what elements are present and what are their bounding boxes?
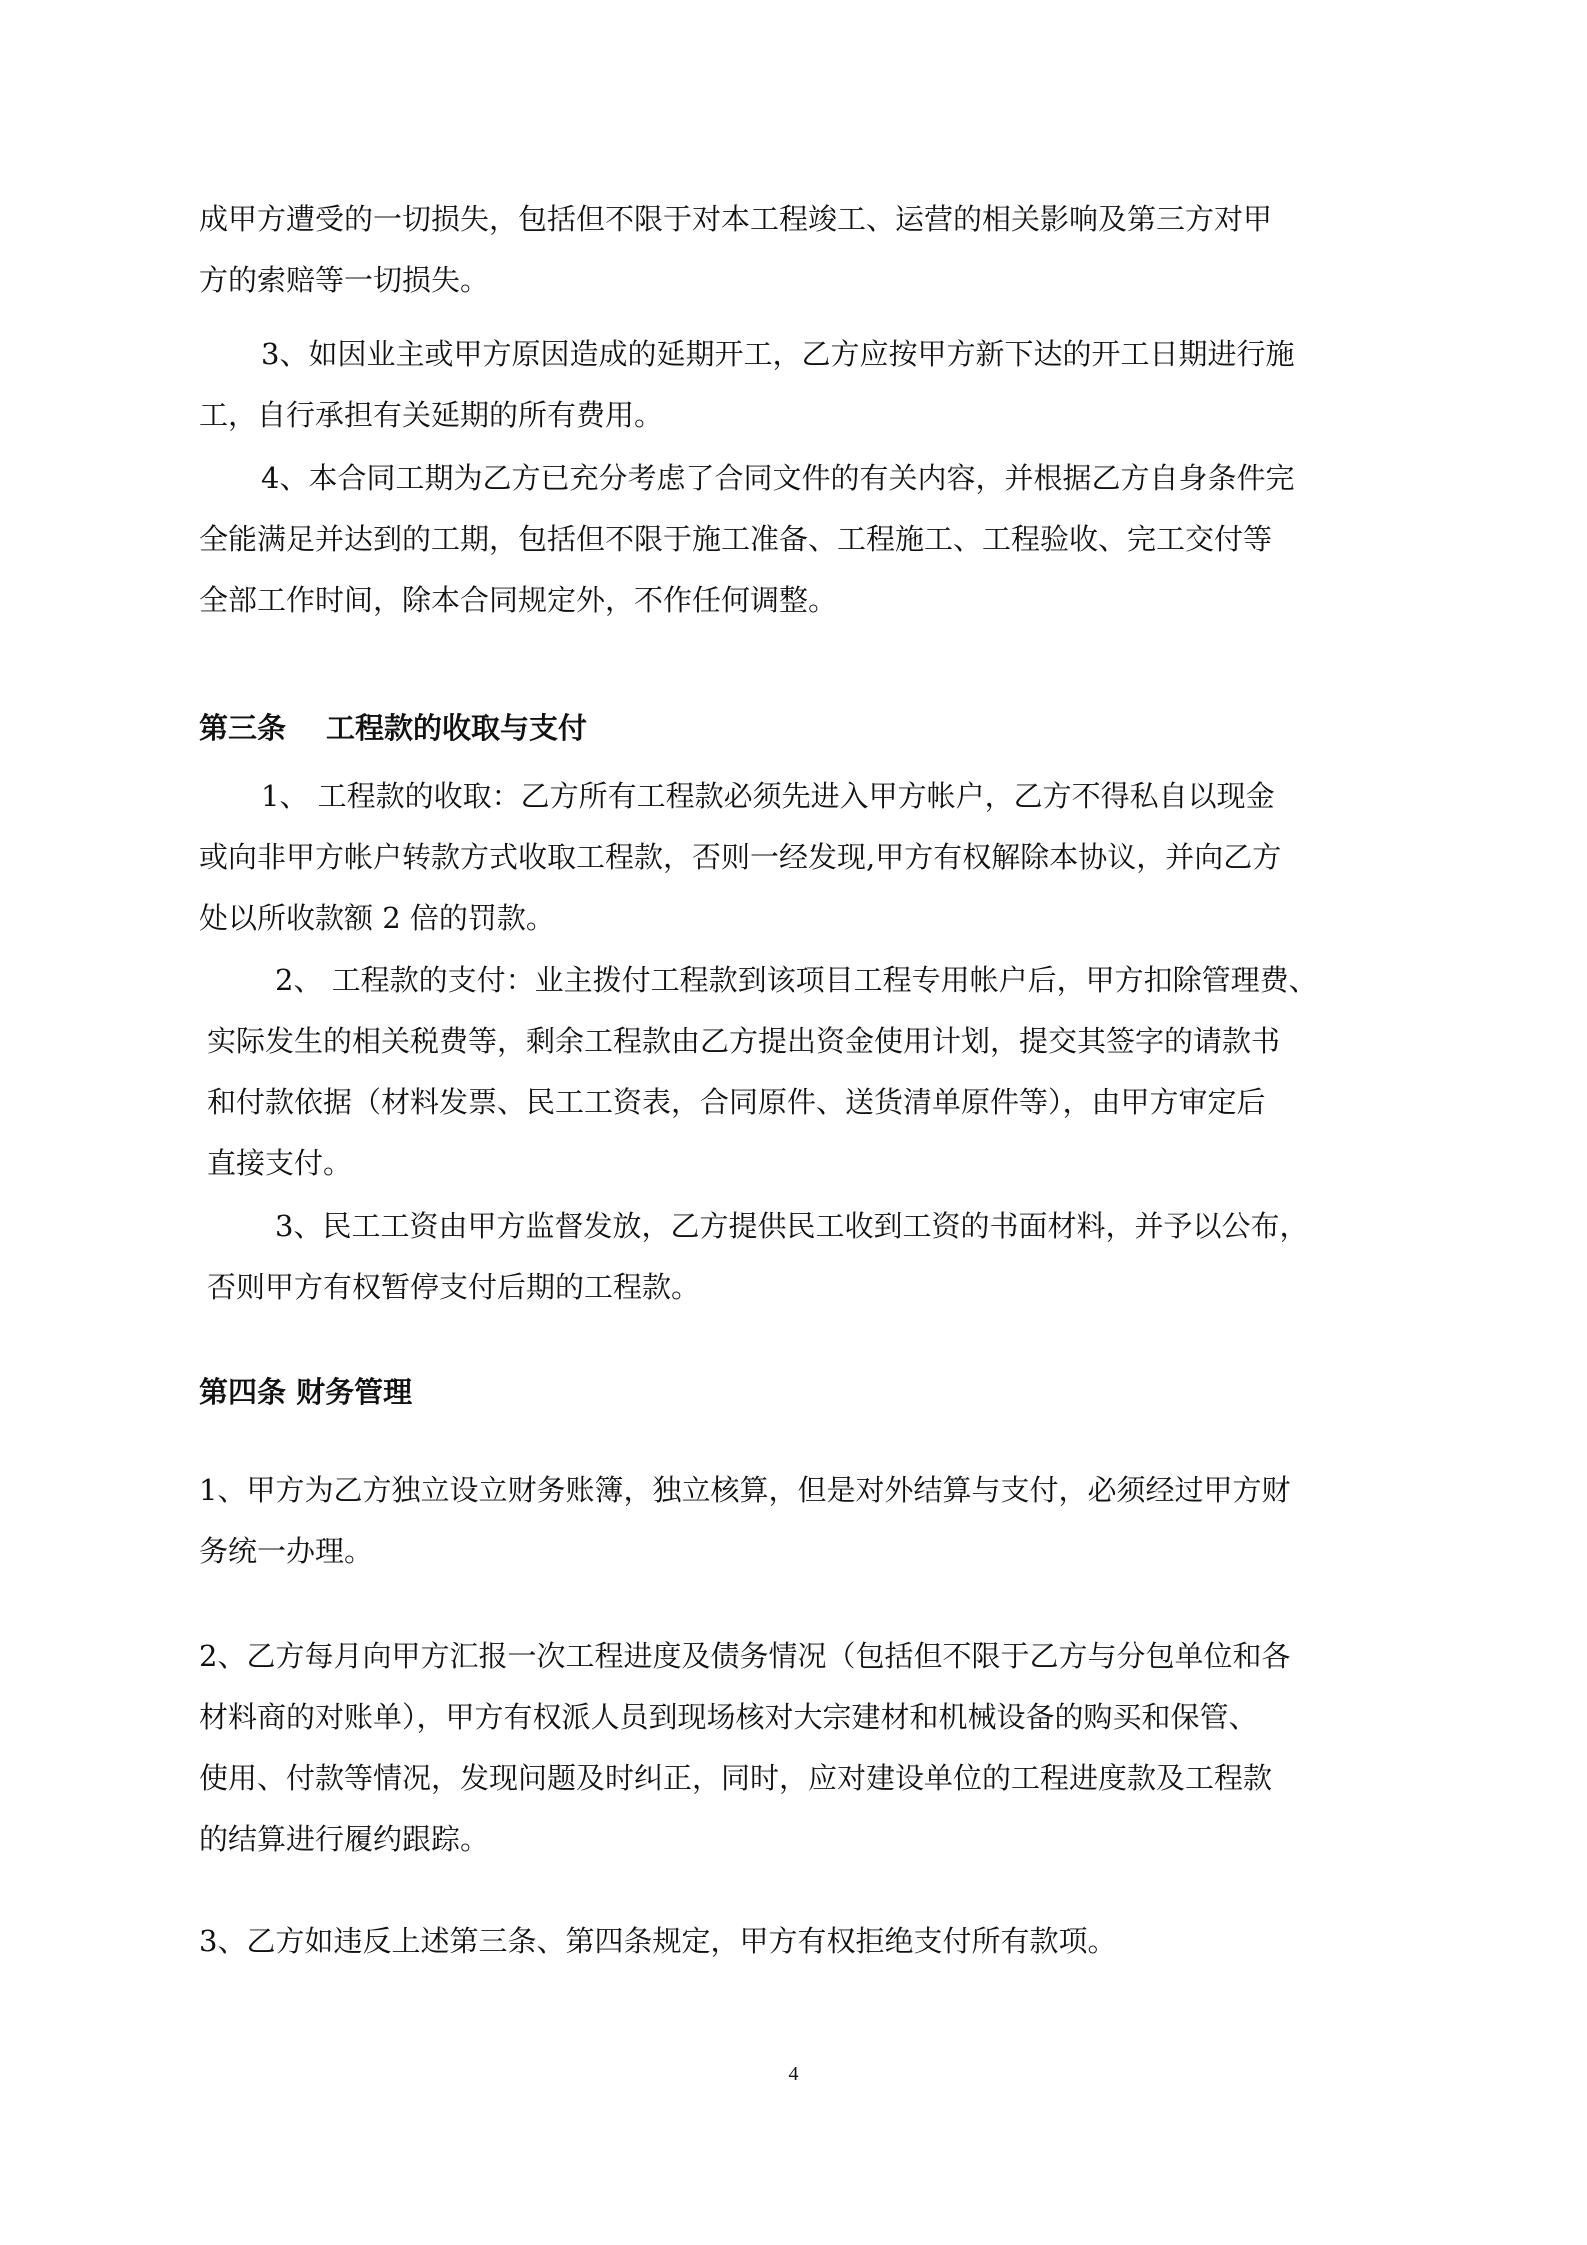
page-number: 4: [788, 2063, 799, 2085]
text-line: 务统一办理。: [199, 1534, 374, 1568]
text-line: 材料商的对账单），甲方有权派人员到现场核对大宗建材和机械设备的购买和保管、: [199, 1700, 1258, 1734]
text-line: 4、本合同工期为乙方已充分考虑了合同文件的有关内容，并根据乙方自身条件完: [261, 461, 1295, 495]
text-line: 3、乙方如违反上述第三条、第四条规定，甲方有权拒绝支付所有款项。: [199, 1924, 1117, 1958]
paragraph-3-3: [207, 1196, 1308, 1318]
text-line: 1、甲方为乙方独立设立财务账簿，独立核算，但是对外结算与支付，必须经过甲方财: [199, 1473, 1291, 1507]
paragraph-4-2: [199, 1626, 1290, 1870]
article-3-heading: [199, 708, 587, 748]
text-line: 和付款依据（材料发票、民工工资表，合同原件、送货清单原件等），由甲方审定后: [207, 1085, 1266, 1119]
article-3-title: 工程款的收取与支付: [326, 711, 588, 745]
article-4-heading: 第四条 财务管理: [199, 1375, 413, 1409]
text-line: 的结算进行履约跟踪。: [199, 1822, 490, 1856]
paragraph-continuation: [199, 189, 1272, 311]
text-line: 直接支付。: [207, 1146, 353, 1180]
text-line: 1、 工程款的收取：乙方所有工程款必须先进入甲方帐户，乙方不得私自以现金: [261, 779, 1275, 813]
paragraph-3-1: [199, 766, 1281, 949]
text-line: 否则甲方有权暂停支付后期的工程款。: [207, 1270, 701, 1304]
text-line: 3、如因业主或甲方原因造成的延期开工，乙方应按甲方新下达的开工日期进行施: [261, 337, 1295, 371]
text-line: 工，自行承担有关延期的所有费用。: [199, 398, 664, 432]
text-line: 全部工作时间，除本合同规定外，不作任何调整。: [199, 583, 838, 617]
paragraph-3-2: [207, 950, 1318, 1194]
text-line: 或向非甲方帐户转款方式收取工程款，否则一经发现,甲方有权解除本协议，并向乙方: [199, 840, 1282, 874]
text-line: 方的索赔等一切损失。: [199, 263, 490, 297]
text-line: 处以所收款额 2 倍的罚款。: [199, 901, 555, 935]
text-line: 2、乙方每月向甲方汇报一次工程进度及债务情况（包括但不限于乙方与分包单位和各: [199, 1639, 1291, 1673]
paragraph-2-4: [199, 448, 1294, 631]
paragraph-2-3: [199, 324, 1294, 446]
paragraph-4-3: [199, 1911, 1116, 1972]
text-line: 使用、付款等情况，发现问题及时纠正，同时，应对建设单位的工程进度款及工程款: [199, 1761, 1273, 1795]
text-line: 3、民工工资由甲方监督发放，乙方提供民工收到工资的书面材料，并予以公布，: [275, 1209, 1309, 1243]
text-line: 成甲方遭受的一切损失，包括但不限于对本工程竣工、运营的相关影响及第三方对甲: [199, 202, 1273, 236]
text-line: 实际发生的相关税费等，剩余工程款由乙方提出资金使用计划，提交其签字的请款书: [207, 1024, 1281, 1058]
paragraph-4-1: [199, 1460, 1290, 1582]
article-3-number: 第三条: [199, 711, 287, 745]
text-line: 全能满足并达到的工期，包括但不限于施工准备、工程施工、工程验收、完工交付等: [199, 522, 1273, 556]
text-line: 2、 工程款的支付：业主拨付工程款到该项目工程专用帐户后，甲方扣除管理费、: [275, 963, 1318, 997]
